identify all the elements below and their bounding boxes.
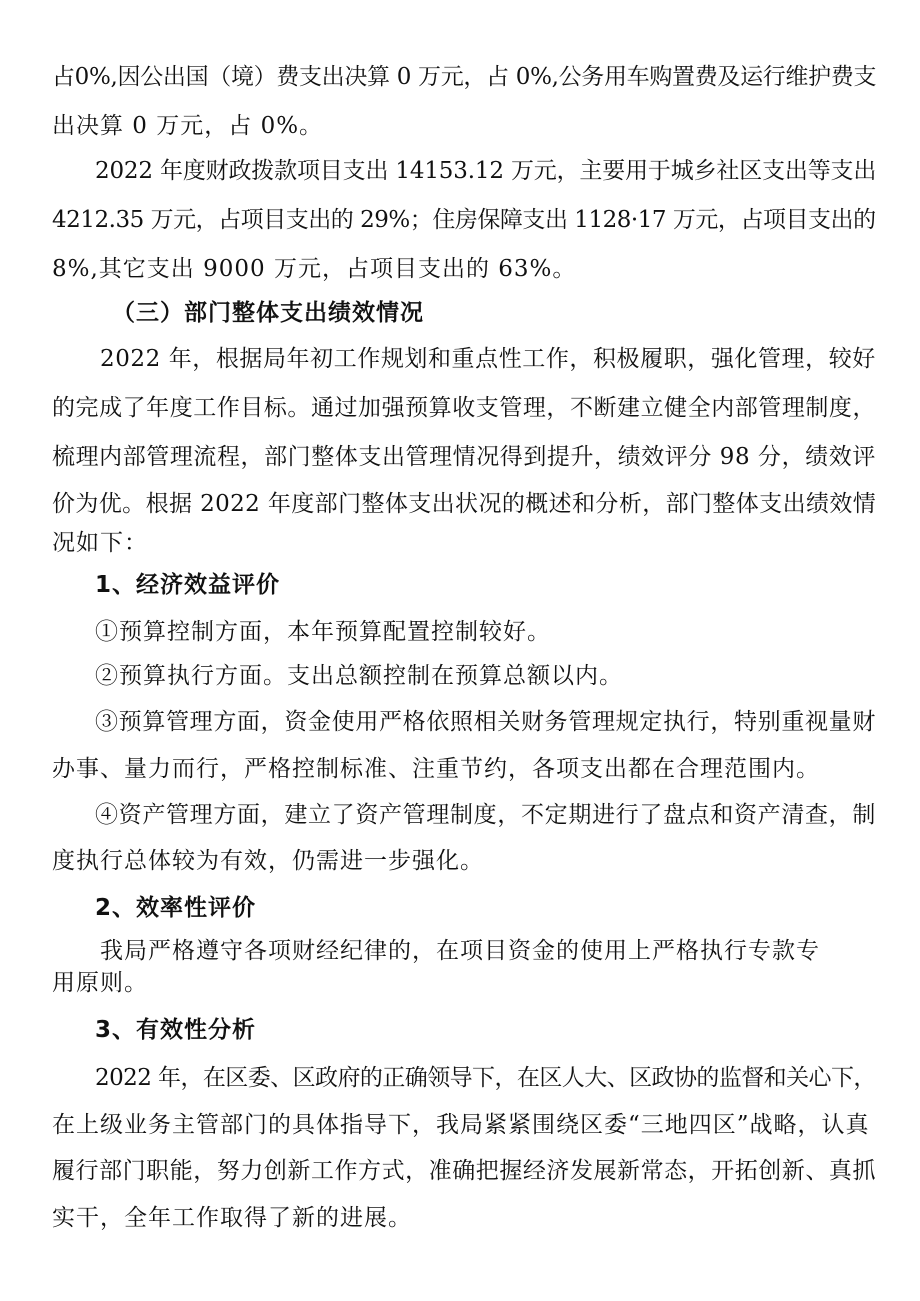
paragraph-line: 履行部门职能，努力创新工作方式，准确把握经济发展新常态，开拓创新、真抓 [52, 1158, 876, 1184]
paragraph-line: 4212.35 万元，占项目支出的 29%；住房保障支出 1128·17 万元，占项目支出的 [52, 207, 876, 233]
subheading-economic-benefit: 1、经济效益评价 [95, 572, 281, 598]
subheading-efficiency: 2、效率性评价 [95, 895, 257, 921]
list-item-continuation: 办事、量力而行，严格控制标准、注重节约，各项支出都在合理范围内。 [52, 756, 820, 782]
paragraph-line: 在上级业务主管部门的具体指导下，我局紧紧围绕区委“三地四区”战略，认真 [52, 1112, 870, 1138]
section-heading: （三）部门整体支出绩效情况 [112, 300, 424, 326]
list-item: ④资产管理方面，建立了资产管理制度，不定期进行了盘点和资产清查，制 [95, 802, 876, 828]
paragraph-line: 2022 年，根据局年初工作规划和重点性工作，积极履职，强化管理，较好 [100, 346, 876, 372]
list-item: ①预算控制方面，本年预算配置控制较好。 [95, 619, 551, 645]
paragraph-line: 梳理内部管理流程，部门整体支出管理情况得到提升，绩效评分 98 分，绩效评 [52, 444, 876, 470]
paragraph-line: 实干，全年工作取得了新的进展。 [52, 1205, 412, 1231]
paragraph-line: 2022 年，在区委、区政府的正确领导下，在区人大、区政协的监督和关心下， [95, 1065, 876, 1091]
paragraph-line: 的完成了年度工作目标。通过加强预算收支管理，不断建立健全内部管理制度， [52, 395, 876, 421]
paragraph-line: 我局严格遵守各项财经纪律的，在项目资金的使用上严格执行专款专 [100, 938, 820, 964]
list-item-continuation: 度执行总体较为有效，仍需进一步强化。 [52, 848, 484, 874]
list-item: ③预算管理方面，资金使用严格依照相关财务管理规定执行，特别重视量财 [95, 709, 876, 735]
paragraph-line: 占0%,因公出国（境）费支出决算 0 万元，占 0%,公务用车购置费及运行维护费支 [52, 64, 877, 90]
paragraph-line: 况如下： [52, 530, 148, 556]
list-item: ②预算执行方面。支出总额控制在预算总额以内。 [95, 663, 623, 689]
paragraph-line: 用原则。 [52, 970, 148, 996]
paragraph-line: 8%,其它支出 9000 万元，占项目支出的 63%。 [52, 256, 577, 282]
paragraph-line: 出决算 0 万元，占 0%。 [52, 113, 324, 139]
paragraph-line: 2022 年度财政拨款项目支出 14153.12 万元，主要用于城乡社区支出等支出 [95, 158, 877, 184]
subheading-effectiveness: 3、有效性分析 [95, 1017, 257, 1043]
paragraph-line: 价为优。根据 2022 年度部门整体支出状况的概述和分析，部门整体支出绩效情 [52, 491, 877, 517]
